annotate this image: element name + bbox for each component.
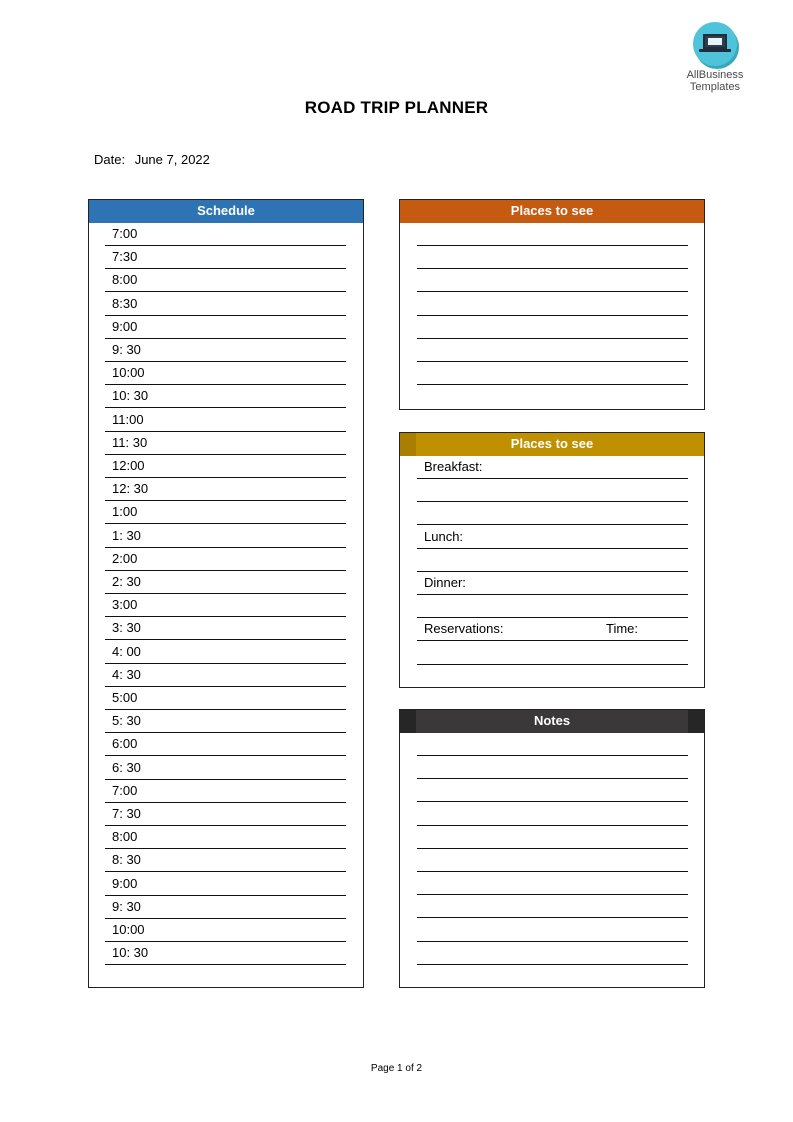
schedule-time: 10:00 xyxy=(112,922,145,937)
schedule-row[interactable] xyxy=(105,316,346,339)
date-value: June 7, 2022 xyxy=(134,152,210,167)
schedule-time: 6:00 xyxy=(112,736,138,752)
schedule-row[interactable] xyxy=(105,873,346,896)
schedule-time: 5:00 xyxy=(112,690,138,705)
schedule-row[interactable] xyxy=(105,339,346,362)
notes-line[interactable] xyxy=(417,872,688,895)
schedule-time: 7:00 xyxy=(112,782,138,798)
schedule-time: 8:00 xyxy=(112,272,138,288)
places-header-label: Places to see xyxy=(510,203,594,218)
meals-line[interactable] xyxy=(417,665,688,688)
schedule-time: 11:00 xyxy=(112,411,144,427)
schedule-row[interactable] xyxy=(105,525,346,548)
date-line xyxy=(94,152,210,167)
schedule-time: 10: 30 xyxy=(112,388,149,404)
meals-line[interactable] xyxy=(417,526,688,549)
schedule-row[interactable] xyxy=(105,246,346,269)
meals-line[interactable] xyxy=(417,479,688,502)
places-line[interactable] xyxy=(417,339,688,362)
schedule-row[interactable] xyxy=(105,409,346,432)
schedule-row[interactable] xyxy=(105,942,346,965)
schedule-row[interactable] xyxy=(105,826,346,849)
notes-line[interactable] xyxy=(417,849,688,872)
notes-line[interactable] xyxy=(417,919,688,942)
schedule-row[interactable] xyxy=(105,896,346,919)
schedule-row[interactable] xyxy=(105,223,346,246)
places-line[interactable] xyxy=(417,223,688,246)
schedule-time: 1:00 xyxy=(112,504,138,520)
notes-line[interactable] xyxy=(417,826,688,849)
schedule-row[interactable] xyxy=(105,849,346,872)
allbusiness-templates-logo xyxy=(682,22,748,93)
meals-line[interactable] xyxy=(417,572,688,595)
meals-line[interactable] xyxy=(417,549,688,572)
schedule-row[interactable] xyxy=(105,664,346,687)
meals-label: Lunch: xyxy=(424,528,464,544)
schedule-time: 9:00 xyxy=(112,318,138,334)
schedule-row[interactable] xyxy=(105,571,346,594)
meals-panel xyxy=(399,432,705,688)
meals-label: Dinner: xyxy=(424,575,466,590)
meals-header-label: Places to see xyxy=(510,436,594,451)
notes-line[interactable] xyxy=(417,942,688,965)
schedule-time: 4: 30 xyxy=(112,666,141,682)
schedule-row[interactable] xyxy=(105,617,346,640)
schedule-time: 3: 30 xyxy=(112,620,141,636)
schedule-time: 11: 30 xyxy=(112,434,148,450)
schedule-time: 3:00 xyxy=(112,597,138,613)
schedule-row[interactable] xyxy=(105,548,346,571)
schedule-row[interactable] xyxy=(105,501,346,524)
schedule-time: 10:00 xyxy=(112,365,145,381)
schedule-time: 2:00 xyxy=(112,550,138,566)
places-line[interactable] xyxy=(417,385,688,408)
schedule-time: 7: 30 xyxy=(112,806,141,821)
schedule-time: 9: 30 xyxy=(112,342,141,357)
schedule-time: 8:30 xyxy=(112,295,138,311)
meals-label: Breakfast: xyxy=(424,459,483,474)
schedule-row[interactable] xyxy=(105,455,346,478)
notes-header-label: Notes xyxy=(533,713,571,728)
schedule-time: 12: 30 xyxy=(112,481,149,497)
schedule-row[interactable] xyxy=(105,478,346,501)
notes-panel xyxy=(399,709,705,988)
schedule-time: 6: 30 xyxy=(112,759,141,775)
notes-line[interactable] xyxy=(417,895,688,918)
laptop-icon xyxy=(693,22,737,66)
schedule-row[interactable] xyxy=(105,803,346,826)
schedule-time: 8: 30 xyxy=(112,852,141,868)
page-title: ROAD TRIP PLANNER xyxy=(304,98,489,117)
places-line[interactable] xyxy=(417,293,688,316)
schedule-row[interactable] xyxy=(105,293,346,316)
schedule-panel xyxy=(88,199,364,988)
schedule-time: 1: 30 xyxy=(112,527,141,543)
schedule-header xyxy=(89,200,363,223)
meals-line[interactable] xyxy=(417,618,688,641)
notes-header xyxy=(400,710,704,733)
logo-text-line1: AllBusiness xyxy=(686,69,744,81)
date-label: Date: xyxy=(94,152,126,167)
notes-line[interactable] xyxy=(417,733,688,756)
schedule-row[interactable] xyxy=(105,965,346,988)
places-header xyxy=(400,200,704,223)
meals-header xyxy=(400,433,704,456)
schedule-time: 10: 30 xyxy=(112,945,149,961)
page-footer: Page 1 of 2 xyxy=(370,1063,423,1074)
notes-line[interactable] xyxy=(417,756,688,779)
schedule-row[interactable] xyxy=(105,641,346,664)
schedule-time: 7:30 xyxy=(112,249,138,265)
places-panel xyxy=(399,199,705,410)
schedule-row[interactable] xyxy=(105,594,346,617)
logo-text-line2: Templates xyxy=(689,81,741,93)
places-line[interactable] xyxy=(417,246,688,269)
time-label: Time: xyxy=(606,621,639,637)
meals-label: Reservations: xyxy=(424,621,504,637)
schedule-row[interactable] xyxy=(105,385,346,408)
schedule-time: 12:00 xyxy=(112,458,145,473)
schedule-time: 4: 00 xyxy=(112,643,141,659)
schedule-row[interactable] xyxy=(105,269,346,292)
schedule-row[interactable] xyxy=(105,710,346,733)
meals-line[interactable] xyxy=(417,595,688,618)
places-line[interactable] xyxy=(417,316,688,339)
schedule-header-label: Schedule xyxy=(197,203,255,218)
places-line[interactable] xyxy=(417,362,688,385)
schedule-time: 2: 30 xyxy=(112,574,141,589)
notes-line[interactable] xyxy=(417,779,688,802)
schedule-time: 9:00 xyxy=(112,875,138,891)
meals-line[interactable] xyxy=(417,502,688,525)
schedule-row[interactable] xyxy=(105,362,346,385)
schedule-row[interactable] xyxy=(105,780,346,803)
meals-line[interactable] xyxy=(417,456,688,479)
places-line[interactable] xyxy=(417,269,688,292)
schedule-time: 7:00 xyxy=(112,226,138,241)
schedule-row[interactable] xyxy=(105,733,346,756)
schedule-row[interactable] xyxy=(105,432,346,455)
schedule-row[interactable] xyxy=(105,757,346,780)
notes-line[interactable] xyxy=(417,803,688,826)
schedule-time: 8:00 xyxy=(112,829,138,845)
notes-line[interactable] xyxy=(417,965,688,988)
schedule-time: 5: 30 xyxy=(112,713,141,729)
schedule-time: 9: 30 xyxy=(112,898,141,914)
schedule-row[interactable] xyxy=(105,687,346,710)
schedule-row[interactable] xyxy=(105,919,346,942)
meals-line[interactable] xyxy=(417,642,688,665)
